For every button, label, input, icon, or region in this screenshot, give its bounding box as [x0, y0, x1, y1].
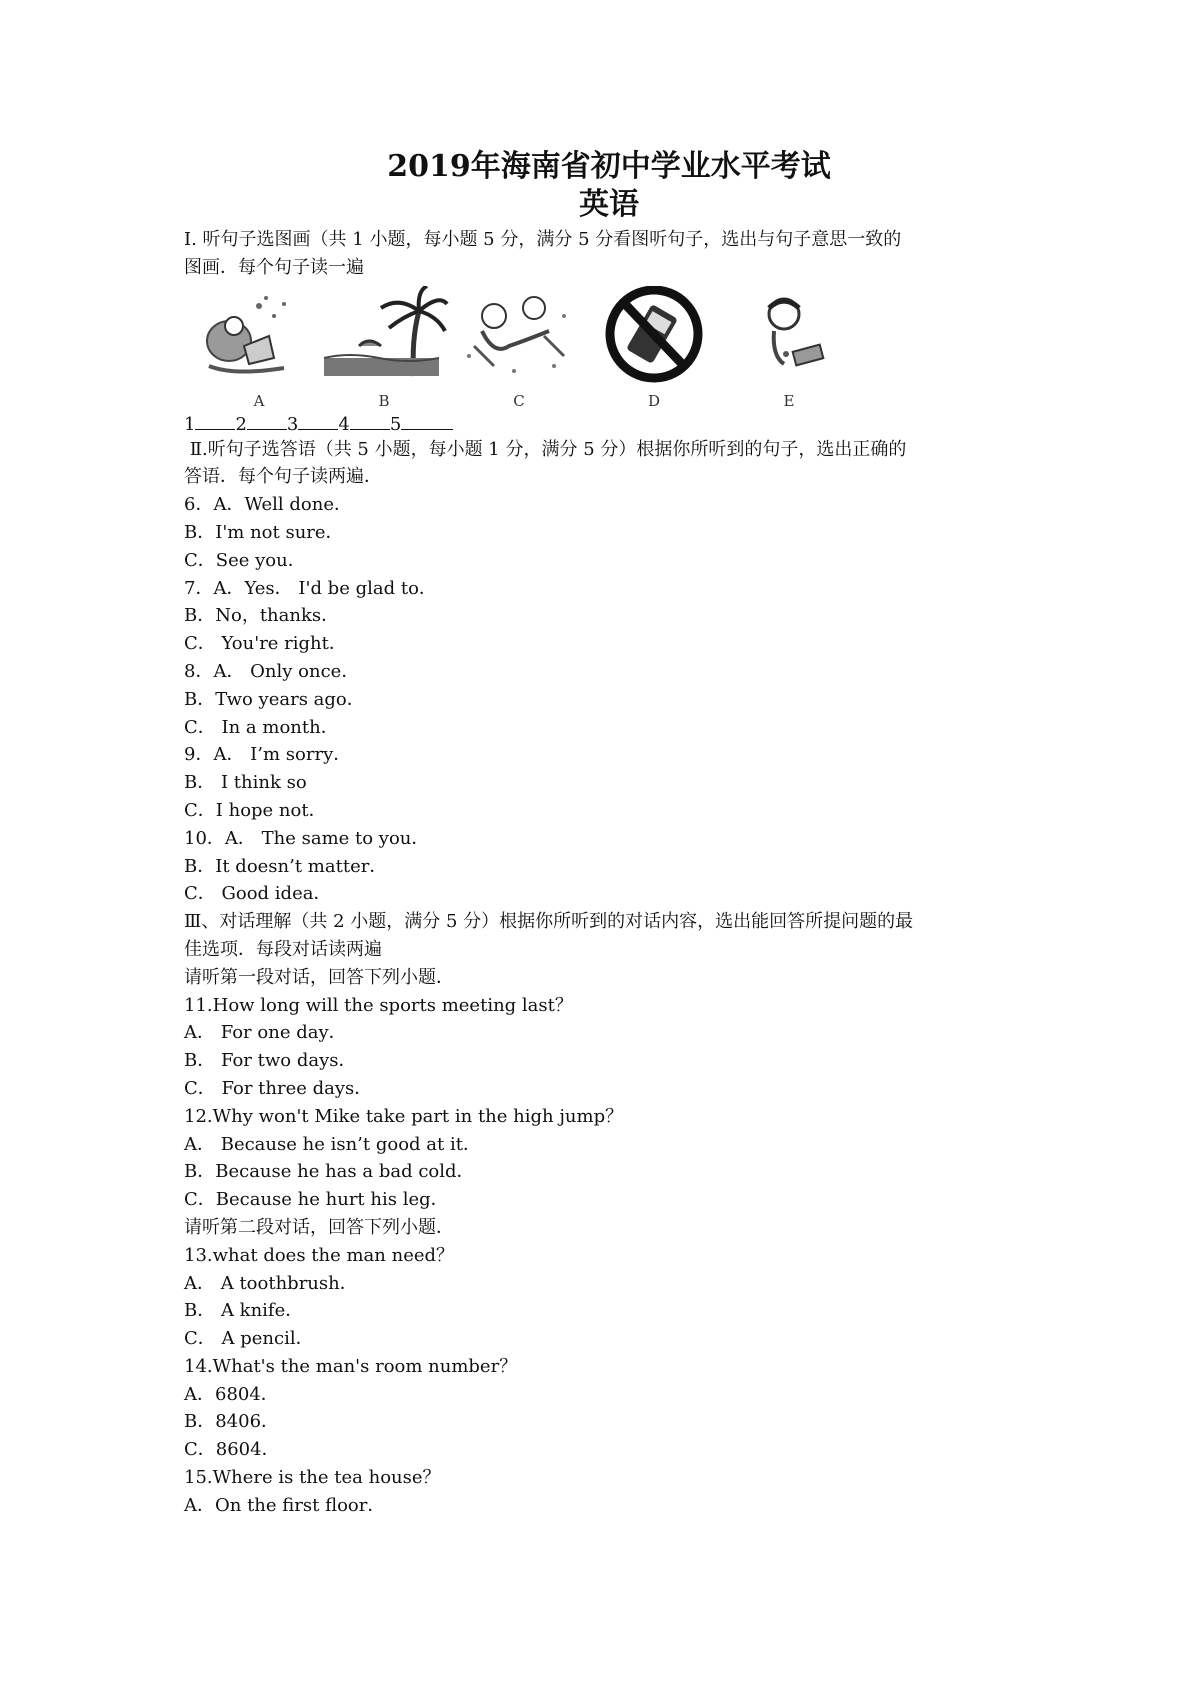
- question-line: 9．A． I’m sorry．: [184, 744, 352, 766]
- picture-label: B: [378, 391, 390, 410]
- question-line: 8．A． Only once．: [184, 660, 360, 682]
- question-line: 15.Where is the tea house？: [184, 1467, 441, 1489]
- question-line: B．Two years ago．: [184, 688, 365, 710]
- section1-instruction: I. 听句子选图画（共 1 小题，每小题 5 分，满分 5 分看图听句子，选出与句子意思一致的: [184, 229, 902, 250]
- question-line: C．8604．: [184, 1439, 280, 1461]
- question-line: B．8406．: [184, 1411, 280, 1433]
- answer-number: 3: [286, 413, 299, 435]
- page-subtitle: 英语: [579, 187, 639, 222]
- answer-number: 4: [338, 413, 350, 435]
- question-line: A． For one day．: [184, 1022, 347, 1044]
- question-line: B． For two days．: [184, 1050, 357, 1072]
- question-line: C．See you．: [184, 549, 306, 571]
- children-playing-icon: [454, 286, 584, 386]
- question-line: 14.What's the man's room number？: [184, 1355, 518, 1377]
- question-line: B．No，thanks．: [184, 605, 340, 627]
- question-line: C．Because he hurt his leg．: [184, 1189, 449, 1211]
- picture-label: E: [783, 391, 795, 410]
- question-line: 11.How long will the sports meeting last？: [184, 994, 573, 1016]
- question-line: 13.what does the man need？: [184, 1244, 455, 1266]
- question-line: C． For three days．: [184, 1077, 373, 1099]
- question-line: B． I think so: [184, 772, 307, 794]
- answer-blank[interactable]: [195, 415, 235, 430]
- answer-number: 2: [235, 413, 247, 435]
- no-mobile-phone-icon: [589, 286, 719, 386]
- question-line: C． Good idea．: [184, 883, 332, 905]
- answer-number: 5: [389, 413, 402, 435]
- page-title: 2019年海南省初中学业水平考试: [387, 149, 831, 184]
- question-line: Ⅱ.听句子选答语（共 5 小题，每小题 1 分，满分 5 分）根据你所听到的句子，选出正确的: [184, 438, 907, 460]
- answer-blank[interactable]: [401, 415, 453, 430]
- question-line: A．6804．: [184, 1383, 279, 1405]
- section1-instruction: 图画．每个句子读一遍: [184, 256, 364, 278]
- question-line: B．Because he has a bad cold．: [184, 1161, 475, 1183]
- question-line: 12.Why won't Mike take part in the high jump？: [184, 1105, 624, 1127]
- picture-label: C: [513, 391, 525, 410]
- question-line: 请听第一段对话，回答下列小题．: [184, 966, 454, 988]
- question-line: B． A knife．: [184, 1300, 304, 1322]
- question-line: B．It doesn’t matter．: [184, 855, 388, 877]
- picture-label: D: [647, 391, 661, 410]
- question-line: A． Because he isn’t good at it．: [184, 1133, 481, 1155]
- question-line: Ⅲ、对话理解（共 2 小题，满分 5 分）根据你所听到的对话内容，选出能回答所提问题的最: [184, 911, 914, 933]
- question-line: C． A pencil．: [184, 1328, 314, 1350]
- student-writing-icon: [724, 286, 854, 386]
- question-line: 6．A．Well done．: [184, 494, 352, 516]
- question-line: A．On the first floor．: [184, 1494, 386, 1516]
- question-line: C． In a month．: [184, 716, 339, 738]
- answer-blank[interactable]: [350, 415, 390, 430]
- answer-blank[interactable]: [298, 415, 338, 430]
- question-line: 请听第二段对话，回答下列小题．: [184, 1216, 454, 1238]
- question-line: 佳选项．每段对话读两遍: [184, 938, 382, 960]
- question-line: 答语．每个句子读两遍．: [184, 466, 382, 488]
- answer-number: 1: [184, 413, 196, 435]
- palm-tree-beach-icon: [319, 286, 449, 386]
- question-line: B．I'm not sure．: [184, 521, 344, 543]
- answer-blank[interactable]: [247, 415, 287, 430]
- answer-blanks-row: [184, 414, 1034, 436]
- reading-person-icon: [194, 286, 324, 386]
- question-lines: [184, 436, 1034, 1520]
- picture-label: A: [253, 391, 265, 410]
- question-line: C．I hope not．: [184, 799, 327, 821]
- question-line: 10．A． The same to you．: [184, 827, 430, 849]
- question-line: A． A toothbrush．: [184, 1272, 358, 1294]
- question-line: 7．A．Yes． I'd be glad to．: [184, 577, 437, 599]
- picture-options: [184, 286, 1034, 414]
- question-line: C． You're right．: [184, 633, 347, 655]
- exam-page: [184, 148, 1034, 1520]
